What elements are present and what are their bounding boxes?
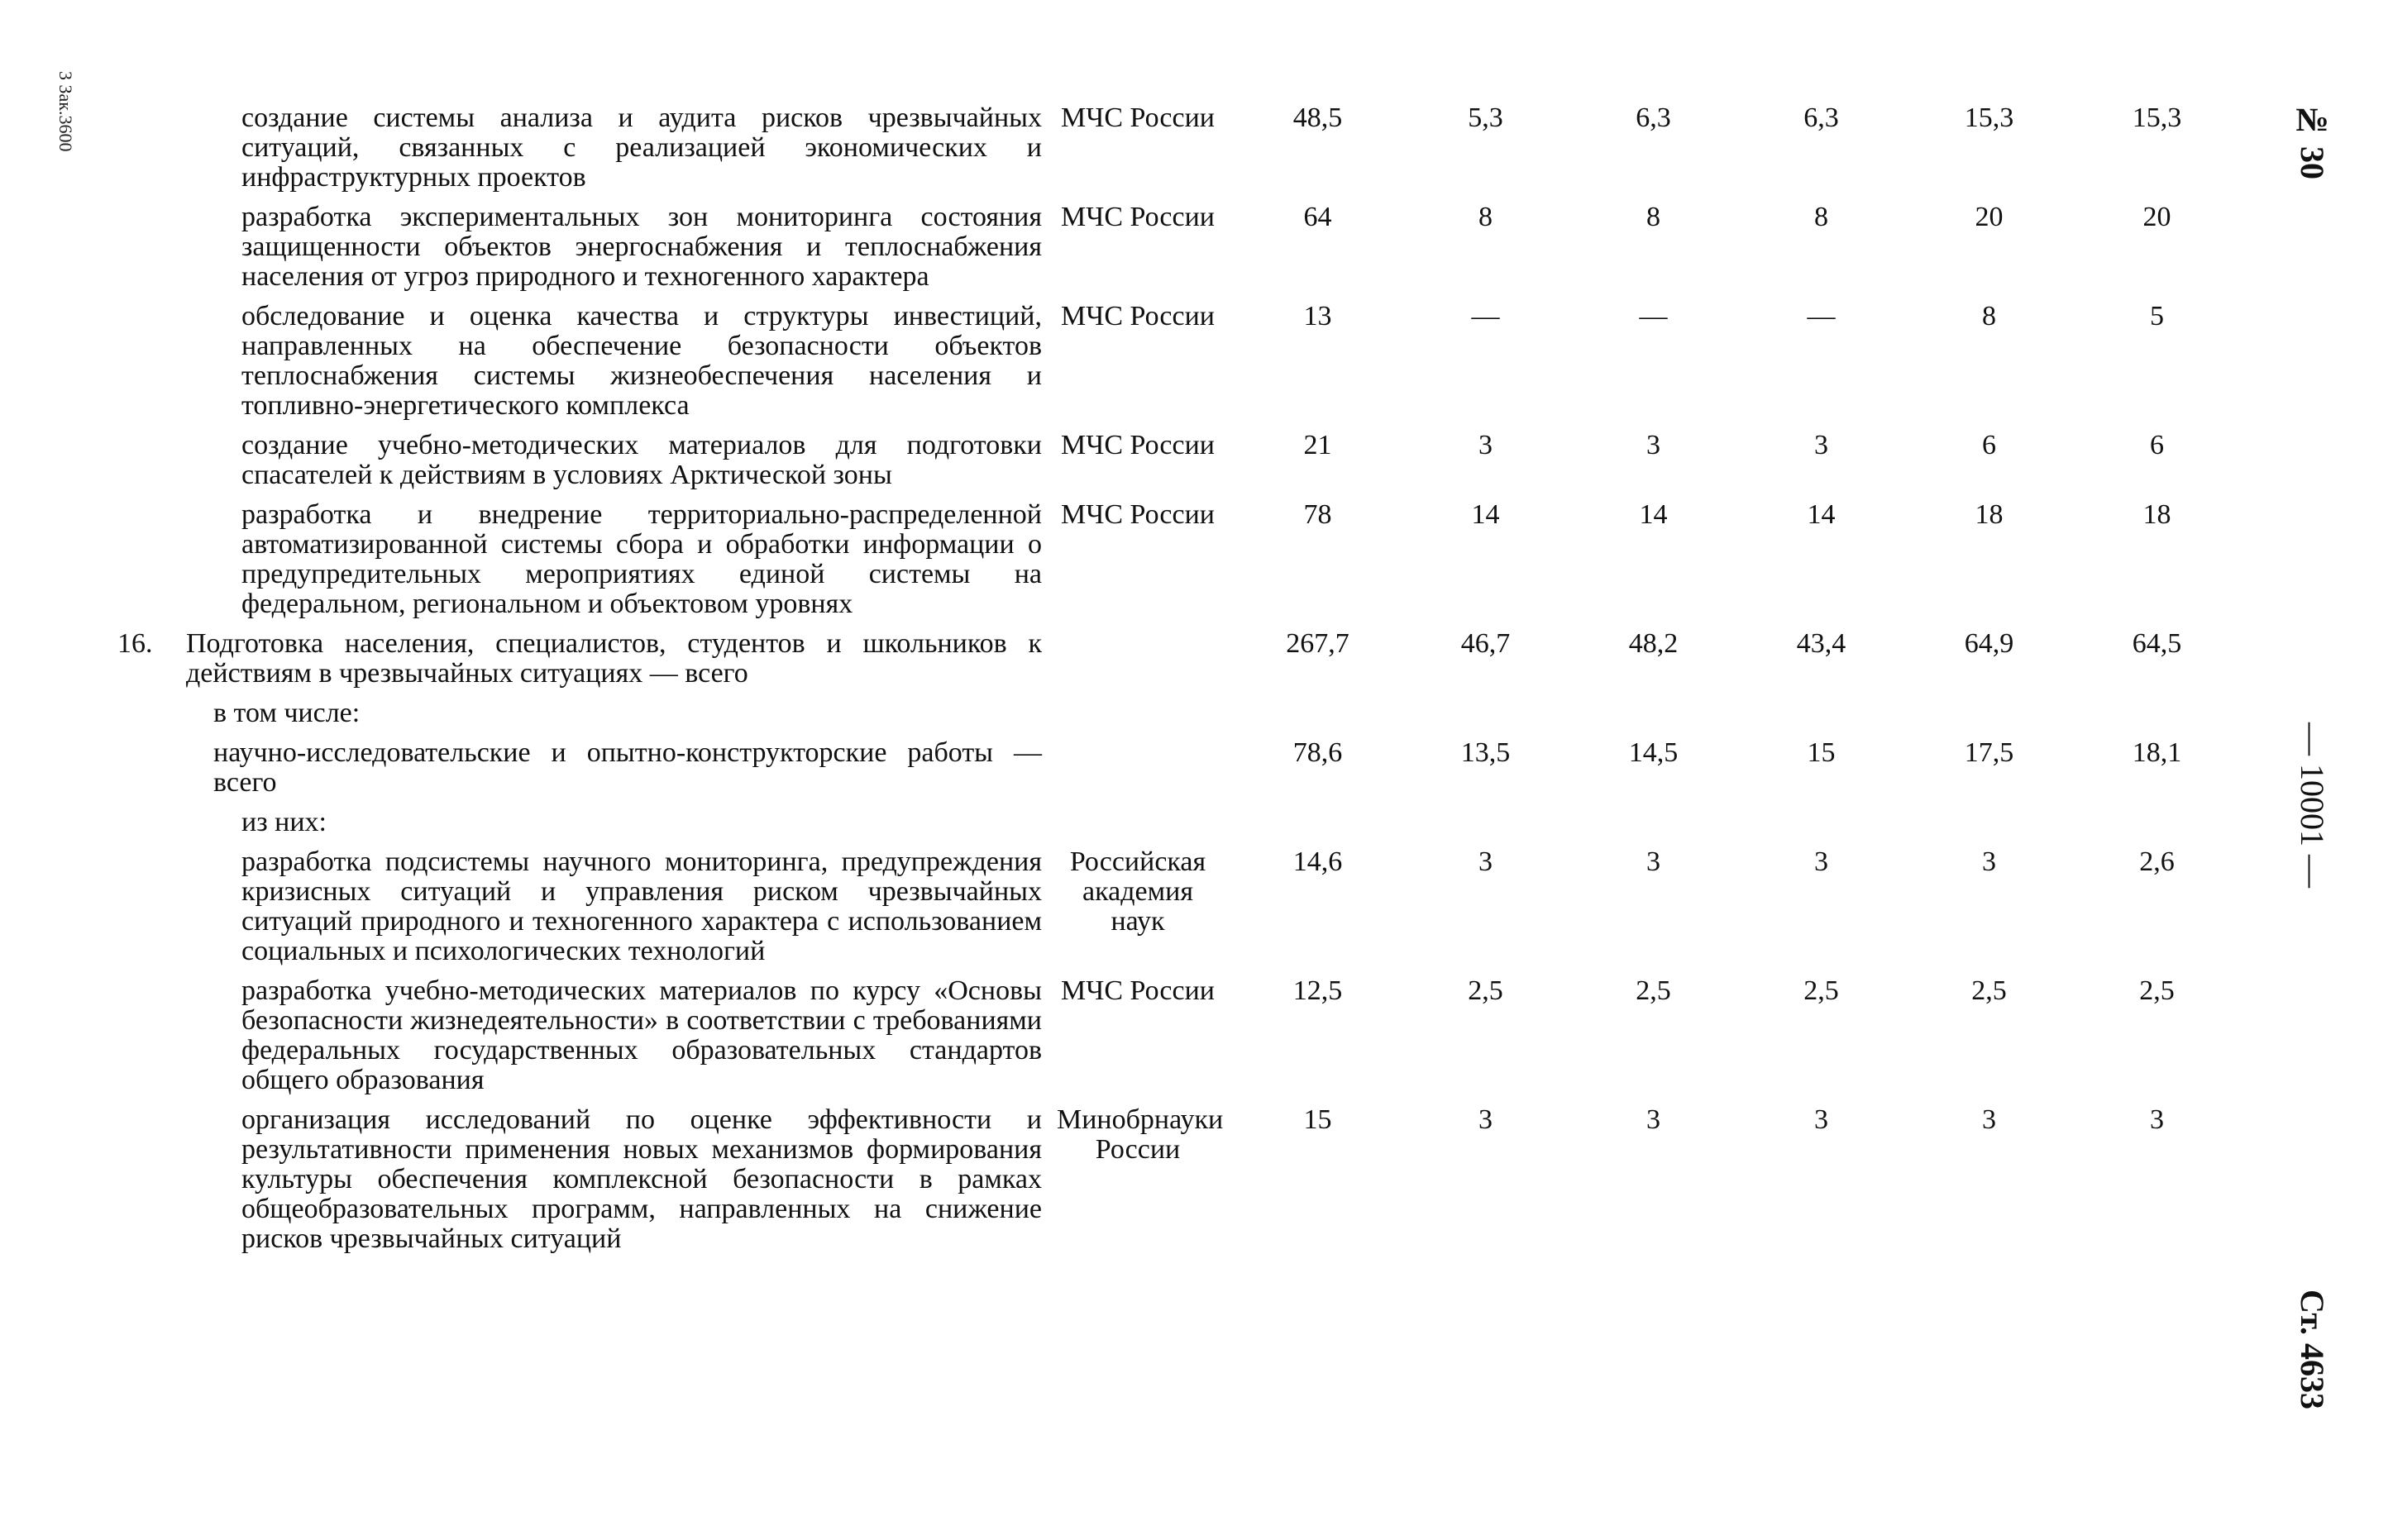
table-row <box>116 302 2241 431</box>
item-number: 16. <box>117 628 153 659</box>
total-value: 14,6 <box>1292 846 1343 877</box>
table-row <box>116 976 2241 1105</box>
responsible-agency: МЧС России <box>1061 975 1215 1006</box>
total-value: 64 <box>1303 202 1332 232</box>
table-row <box>116 500 2241 629</box>
total-value: 78 <box>1303 499 1332 530</box>
year-value: 2,5 <box>1971 975 2007 1006</box>
total-value: 21 <box>1303 430 1332 460</box>
year-value: 6 <box>2150 430 2164 460</box>
year-value: 8 <box>1646 202 1660 232</box>
item-description: разработка и внедрение территориально-распределенной автоматизированной системы сбора и обработки информации о предупредительных мероприятиях единой системы на федеральном, региональном и объектовом уровнях <box>241 499 1042 619</box>
year-value: 3 <box>2150 1104 2164 1135</box>
item-description: из них: <box>241 807 327 837</box>
year-value: 3 <box>1646 430 1660 460</box>
year-value: 20 <box>2142 202 2171 232</box>
year-value: 6,3 <box>1636 103 1671 133</box>
year-value: 64,9 <box>1964 628 2014 659</box>
year-value: — <box>1807 301 1836 331</box>
year-value: 48,2 <box>1628 628 1679 659</box>
year-value: 6,3 <box>1803 103 1839 133</box>
table-row <box>116 629 2241 698</box>
year-value: 3 <box>1982 1104 1996 1135</box>
responsible-agency: Российская академия наук <box>1069 846 1206 937</box>
year-value: — <box>1639 301 1668 331</box>
year-value: 17,5 <box>1964 737 2014 768</box>
year-value: 3 <box>1814 846 1828 877</box>
responsible-agency: МЧС России <box>1061 202 1215 232</box>
year-value: 43,4 <box>1796 628 1846 659</box>
total-value: 15 <box>1303 1104 1332 1135</box>
table-row <box>116 431 2241 500</box>
item-description: разработка учебно-методических материалов по курсу «Основы безопасности жизнедеятельности» в соответствии с требованиями федеральных государственных образовательных стандартов общего образования <box>241 975 1042 1095</box>
item-number <box>116 808 186 847</box>
table-row <box>116 203 2241 302</box>
total-value: 12,5 <box>1292 975 1343 1006</box>
year-value: 18 <box>1975 499 2004 530</box>
year-value: 15 <box>1807 737 1836 768</box>
table-row <box>116 808 2241 847</box>
year-value: 8 <box>1478 202 1493 232</box>
item-description: организация исследований по оценке эффективности и результативности применения новых механизмов формирования культуры обеспечения комплексной безопасности в рамках общеобразовательных программ, направленных на снижение рисков чрезвычайных ситуаций <box>241 1104 1042 1254</box>
item-number <box>116 500 186 629</box>
responsible-agency <box>1042 629 1234 698</box>
item-number <box>116 103 186 203</box>
year-value: 3 <box>1982 846 1996 877</box>
responsible-agency <box>1042 738 1234 808</box>
year-value: 13,5 <box>1460 737 1511 768</box>
item-description: создание учебно-методических материалов для подготовки спасателей к действиям в условиях Арктической зоны <box>241 430 1042 490</box>
responsible-agency: Минобрнауки России <box>1057 1104 1224 1165</box>
year-value: 2,5 <box>2139 975 2175 1006</box>
table-row <box>116 103 2241 203</box>
item-description: разработка экспериментальных зон мониторинга состояния защищенности объектов энергоснабжения и теплоснабжения населения от угроз природного и техногенного характера <box>241 202 1042 292</box>
table-row <box>116 698 2241 738</box>
year-value: 3 <box>1478 846 1493 877</box>
year-value: 20 <box>1975 202 2004 232</box>
year-value: 2,5 <box>1803 975 1839 1006</box>
year-value: — <box>1471 301 1500 331</box>
year-value: 5 <box>2150 301 2164 331</box>
item-number <box>116 738 186 808</box>
total-value: 267,7 <box>1286 628 1349 659</box>
item-number <box>116 431 186 500</box>
item-number <box>116 1105 186 1264</box>
item-description: создание системы анализа и аудита рисков чрезвычайных ситуаций, связанных с реализацией экономических и инфраструктурных проектов <box>241 103 1042 193</box>
year-value: 15,3 <box>2132 103 2182 133</box>
year-value: 18,1 <box>2132 737 2182 768</box>
article-number: Ст. 4633 <box>2294 1290 2331 1409</box>
year-value: 5,3 <box>1468 103 1503 133</box>
item-description: в том числе: <box>213 698 361 728</box>
margin-note: 3 Зак.3600 <box>55 71 76 152</box>
responsible-agency: МЧС России <box>1061 430 1215 460</box>
responsible-agency: МЧС России <box>1061 301 1215 331</box>
page-number: — 10001 — <box>2294 722 2331 888</box>
item-description: разработка подсистемы научного мониторинга, предупреждения кризисных ситуаций и управления риском чрезвычайных ситуаций природного и техногенного характера с использованием социальных и психологических технологий <box>241 846 1042 966</box>
year-value: 3 <box>1478 1104 1493 1135</box>
item-description: научно-исследовательские и опытно-конструкторские работы — всего <box>213 737 1042 798</box>
issue-number: № 30 <box>2294 101 2331 179</box>
year-value: 3 <box>1814 430 1828 460</box>
year-value: 46,7 <box>1460 628 1511 659</box>
total-value: 48,5 <box>1292 103 1343 133</box>
year-value: 2,5 <box>1468 975 1503 1006</box>
year-value: 18 <box>2142 499 2171 530</box>
year-value: 3 <box>1814 1104 1828 1135</box>
table-row <box>116 1105 2241 1264</box>
year-value: 3 <box>1478 430 1493 460</box>
year-value: 14 <box>1807 499 1836 530</box>
total-value: 13 <box>1303 301 1332 331</box>
year-value: 14,5 <box>1628 737 1679 768</box>
year-value: 64,5 <box>2132 628 2182 659</box>
total-value: 78,6 <box>1292 737 1343 768</box>
item-number <box>116 847 186 976</box>
responsible-agency: МЧС России <box>1061 499 1215 530</box>
table-row <box>116 847 2241 976</box>
year-value: 3 <box>1646 846 1660 877</box>
table-row <box>116 738 2241 808</box>
year-value: 2,6 <box>2139 846 2175 877</box>
year-value: 14 <box>1471 499 1500 530</box>
responsible-agency: МЧС России <box>1061 103 1215 133</box>
year-value: 8 <box>1814 202 1828 232</box>
year-value: 2,5 <box>1636 975 1671 1006</box>
item-description: Подготовка населения, специалистов, студентов и школьников к действиям в чрезвычайных ситуациях — всего <box>186 628 1042 689</box>
year-value: 8 <box>1982 301 1996 331</box>
item-number <box>116 302 186 431</box>
item-description: обследование и оценка качества и структуры инвестиций, направленных на обеспечение безопасности объектов теплоснабжения системы жизнеобеспечения населения и топливно-энергетического комплекса <box>241 301 1042 421</box>
year-value: 14 <box>1639 499 1668 530</box>
year-value: 3 <box>1646 1104 1660 1135</box>
item-number <box>116 203 186 302</box>
program-table <box>116 103 2241 1264</box>
year-value: 6 <box>1982 430 1996 460</box>
year-value: 15,3 <box>1964 103 2014 133</box>
item-number <box>116 976 186 1105</box>
running-header <box>2278 0 2344 1540</box>
item-number <box>116 698 186 738</box>
